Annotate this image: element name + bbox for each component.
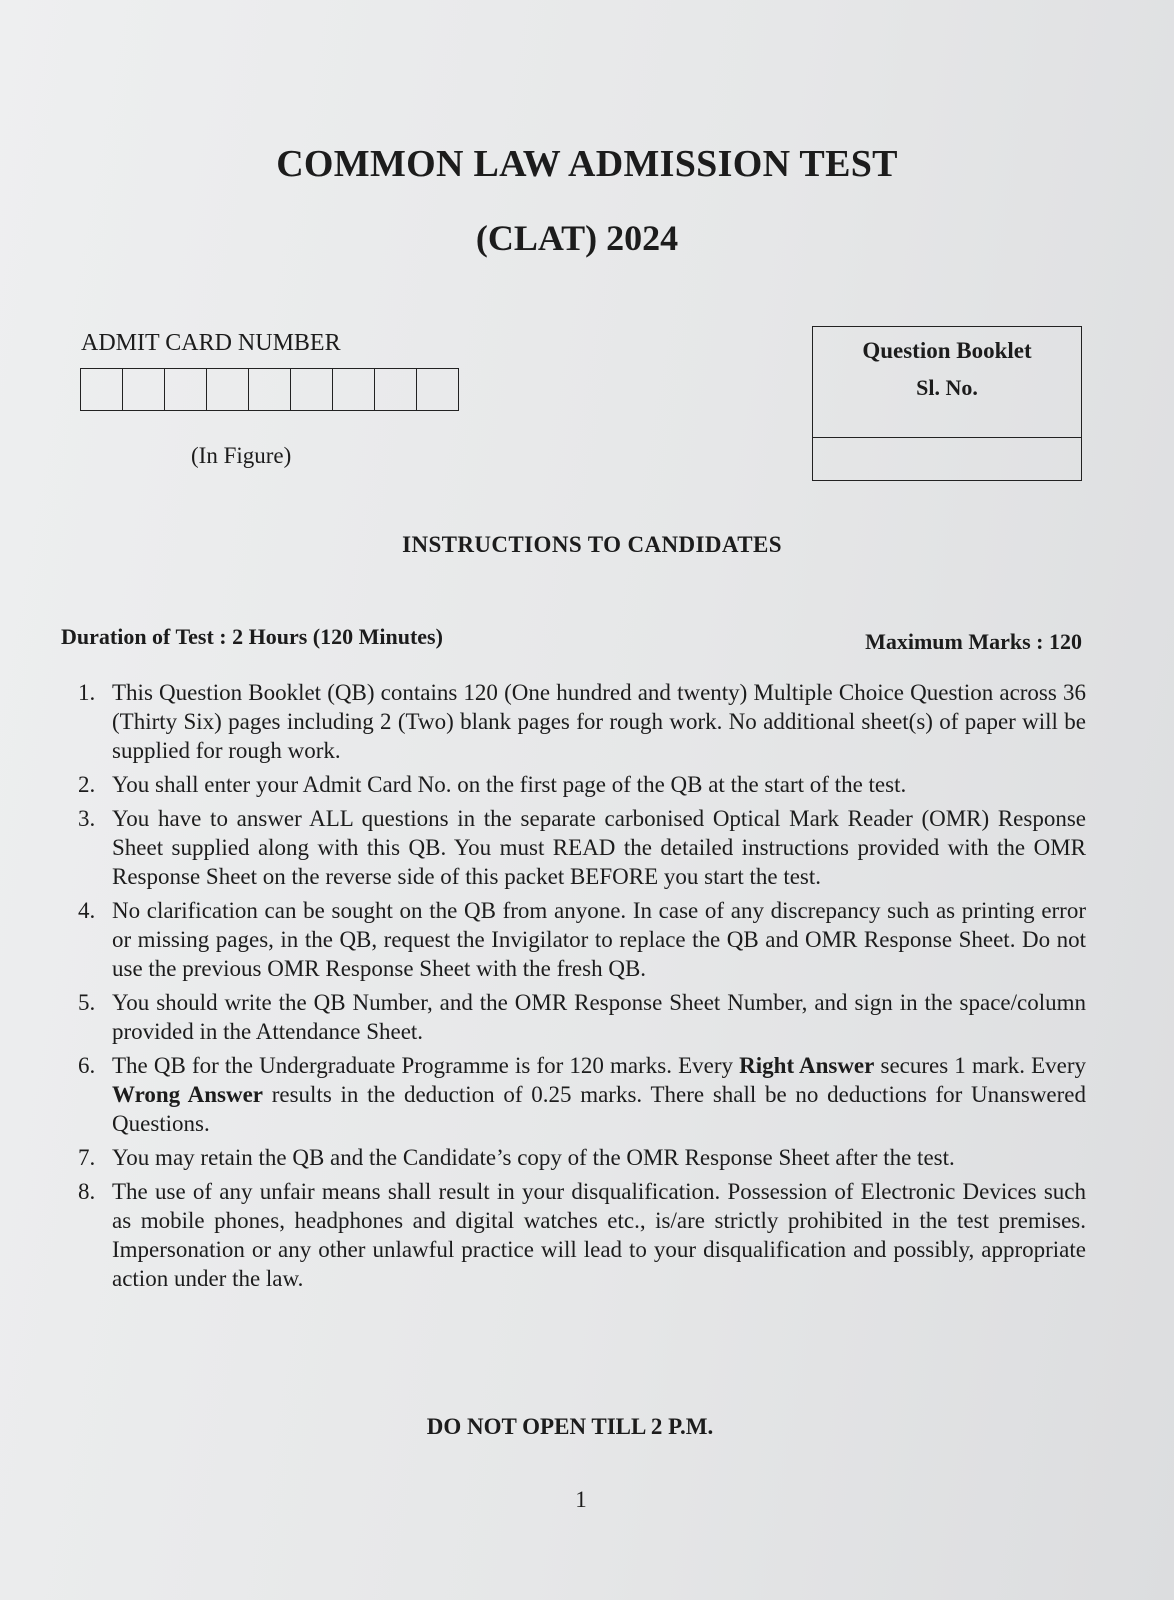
instructions-list — [78, 678, 1086, 1298]
right-answer-term: Right Answer — [739, 1053, 875, 1078]
question-booklet-label: Question Booklet — [862, 338, 1032, 363]
instruction-number: 4. — [78, 898, 96, 923]
instruction-text-part: The QB for the Undergraduate Programme is for 120 marks. Every — [112, 1053, 740, 1078]
admit-card-digit-box — [207, 369, 249, 410]
instruction-item — [78, 804, 1086, 891]
instruction-number: 6. — [78, 1053, 96, 1078]
instruction-text-part: secures 1 mark. Every — [874, 1053, 1086, 1078]
instruction-number: 3. — [78, 806, 96, 831]
instruction-number: 5. — [78, 990, 96, 1015]
instruction-text: This Question Booklet (QB) contains 120 (One hundred and twenty) Multiple Choice Question across 36 (Thirty Six) pages including 2 (Two) blank pages for rough work. No additional sheet(s) of paper will be supplied for rough work. — [112, 680, 1086, 763]
admit-card-number-boxes — [80, 368, 459, 411]
instruction-number: 7. — [78, 1145, 96, 1170]
instruction-number: 1. — [78, 680, 96, 705]
question-booklet-serial-header — [813, 327, 1081, 438]
do-not-open-note: DO NOT OPEN TILL 2 P.M. — [426, 1414, 714, 1439]
page-number: 1 — [575, 1487, 587, 1512]
instructions-heading: INSTRUCTIONS TO CANDIDATES — [402, 532, 782, 557]
question-booklet-serial-box — [812, 326, 1082, 481]
test-title: COMMON LAW ADMISSION TEST — [276, 143, 898, 185]
instruction-item — [78, 770, 1086, 799]
admit-card-note: (In Figure) — [191, 443, 292, 468]
instruction-text: You have to answer ALL questions in the separate carbonised Optical Mark Reader (OMR) Response Sheet supplied along with this QB. You must READ the detailed instructions provided with the OMR Response Sheet on the reverse side of this packet BEFORE you start the test. — [112, 806, 1086, 889]
admit-card-digit-box — [165, 369, 207, 410]
maximum-marks: Maximum Marks : 120 — [865, 629, 1082, 654]
admit-card-digit-box — [417, 369, 459, 410]
test-subtitle: (CLAT) 2024 — [475, 218, 679, 258]
instruction-item — [78, 896, 1086, 983]
admit-card-digit-box — [375, 369, 417, 410]
instruction-number: 2. — [78, 772, 96, 797]
admit-card-digit-box — [249, 369, 291, 410]
serial-number-label: Sl. No. — [916, 375, 978, 400]
admit-card-digit-box — [81, 369, 123, 410]
admit-card-label: ADMIT CARD NUMBER — [81, 330, 341, 356]
instruction-number: 8. — [78, 1179, 96, 1204]
instruction-text — [112, 1051, 1086, 1138]
instruction-text: No clarification can be sought on the QB from anyone. In case of any discrepancy such as printing error or missing pages, in the QB, request the Invigilator to replace the QB and OMR Response Sheet. Do not use the previous OMR Response Sheet with the fresh QB. — [112, 898, 1086, 981]
instruction-item — [78, 1177, 1086, 1293]
admit-card-digit-box — [123, 369, 165, 410]
instruction-item — [78, 678, 1086, 765]
instruction-item — [78, 988, 1086, 1046]
instruction-item — [78, 1051, 1086, 1138]
instruction-text-part: results in the deduction of 0.25 marks. There shall be no deductions for Unanswered Questions. — [112, 1082, 1087, 1136]
instruction-text: You should write the QB Number, and the OMR Response Sheet Number, and sign in the space/column provided in the Attendance Sheet. — [112, 990, 1086, 1044]
instruction-text: The use of any unfair means shall result in your disqualification. Possession of Electronic Devices such as mobile phones, headphones and digital watches etc., is/are strictly prohibited in the test premises. Impersonation or any other unlawful practice will lead to your disqualification and possibly, appropriate action under the law. — [112, 1179, 1086, 1291]
instruction-text: You shall enter your Admit Card No. on the first page of the QB at the start of the test. — [112, 772, 907, 797]
instruction-item — [78, 1143, 1086, 1172]
admit-card-digit-box — [333, 369, 375, 410]
admit-card-digit-box — [291, 369, 333, 410]
wrong-answer-term: Wrong Answer — [112, 1082, 264, 1107]
test-duration: Duration of Test : 2 Hours (120 Minutes) — [61, 624, 443, 649]
instruction-text: You may retain the QB and the Candidate’s copy of the OMR Response Sheet after the test. — [112, 1145, 955, 1170]
